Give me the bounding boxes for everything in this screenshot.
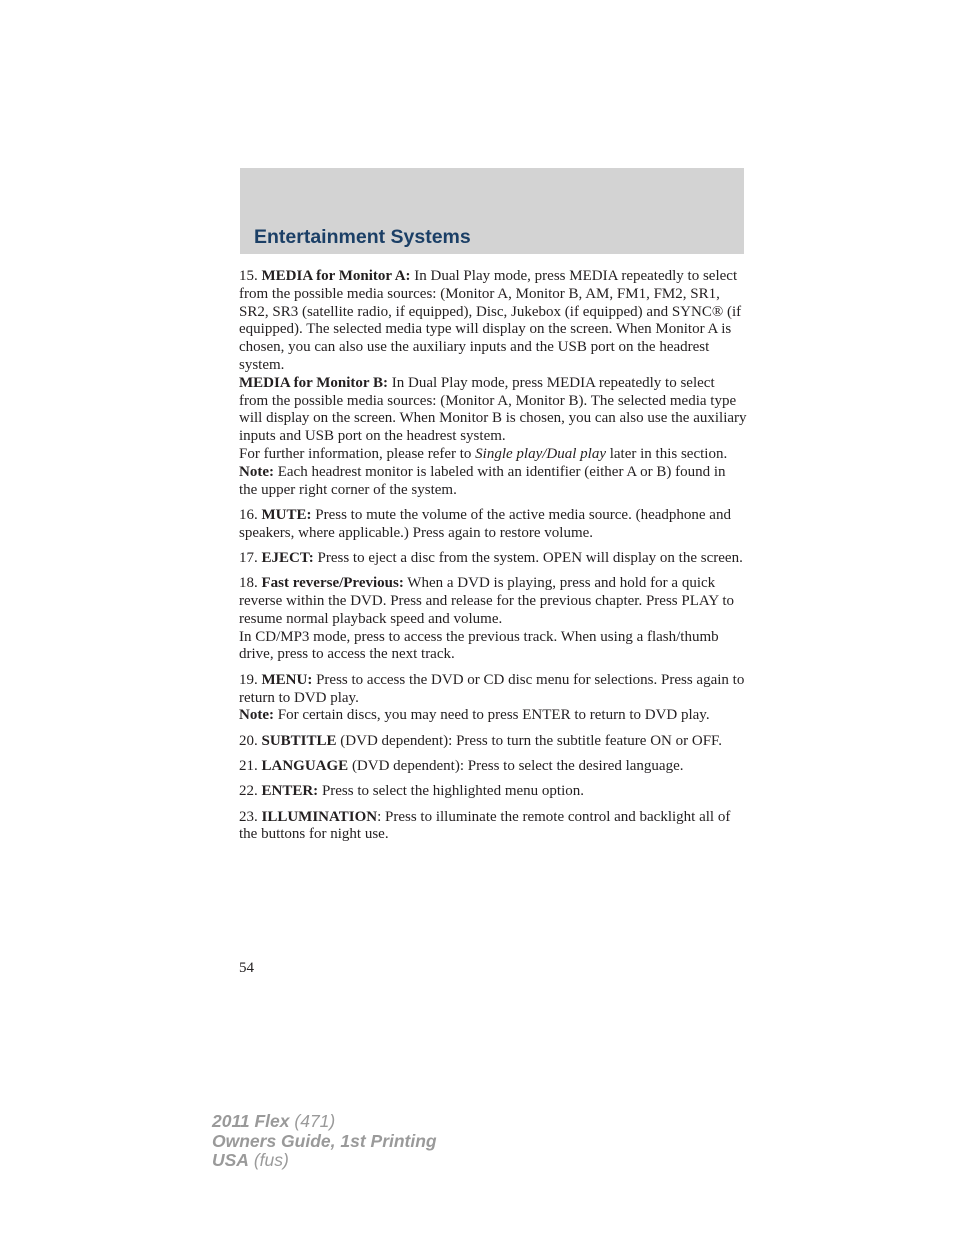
item-paragraph	[239, 672, 747, 708]
item-number: 23.	[239, 808, 262, 825]
item-label: MENU:	[261, 671, 313, 688]
footer-line-region	[212, 1151, 437, 1171]
item-number: 21.	[239, 757, 262, 774]
item-19-note	[239, 707, 747, 725]
item-label: Fast reverse/Previous:	[261, 575, 404, 592]
list-item-21	[239, 758, 747, 776]
item-15-further-info	[239, 446, 747, 464]
item-label: MEDIA for Monitor B:	[239, 374, 389, 391]
cross-reference: Single play/Dual play	[475, 445, 606, 462]
item-paragraph-2: In CD/MP3 mode, press to access the previous track. When using a flash/thumb drive, press to access the next track.	[239, 628, 719, 663]
item-number: 16.	[239, 506, 262, 523]
item-text: For further information, please refer to	[239, 445, 476, 462]
note-text: Each headrest monitor is labeled with an identifier (either A or B) found in the upper right corner of the system.	[239, 463, 726, 498]
section-title: Entertainment Systems	[254, 226, 471, 248]
item-text: In Dual Play mode, press MEDIA repeatedly to select from the possible media sources: (Monitor A, Monitor B). The selected media type will display on the screen. When Monitor B is chosen, you can also use the auxiliary inputs and USB port on the headrest system.	[239, 374, 747, 445]
item-number: 19.	[239, 671, 262, 688]
item-label: EJECT:	[261, 549, 314, 566]
item-text: Press to eject a disc from the system. OPEN will display on the screen.	[313, 549, 743, 566]
list-item-15	[239, 268, 747, 499]
item-label: SUBTITLE	[261, 732, 337, 749]
footer-printing-info	[212, 1112, 437, 1171]
list-item-19	[239, 672, 747, 725]
note-label: Note:	[239, 463, 274, 480]
main-content	[239, 268, 747, 844]
item-text: When a DVD is playing, press and hold for a quick reverse within the DVD. Press and release for the previous chapter. Press PLAY to resume normal playback speed and volume.	[239, 575, 735, 627]
item-paragraph	[239, 507, 747, 543]
list-item-17	[239, 550, 747, 568]
item-paragraph	[239, 758, 747, 776]
item-text: Press to select the highlighted menu option.	[318, 783, 584, 800]
item-label: LANGUAGE	[261, 757, 349, 774]
list-item-18	[239, 575, 747, 664]
item-number: 22.	[239, 783, 262, 800]
item-number: 18.	[239, 575, 262, 592]
footer-model-code: (471)	[289, 1111, 336, 1131]
item-label: MEDIA for Monitor A:	[261, 268, 411, 284]
list-item-23	[239, 809, 747, 845]
list-item-20	[239, 733, 747, 751]
item-text: In Dual Play mode, press MEDIA repeatedly to select from the possible media sources: (Monitor A, Monitor B, AM, FM1, FM2, SR1, SR2, SR3 (satellite radio, if equipped), Disc, Jukebox (if equipped) and SYNC® (if equipped). The selected media type will display on the screen. When Monitor A is chosen, you can also use the auxiliary inputs and the USB port on the headrest system.	[239, 268, 742, 373]
item-label: MUTE:	[261, 506, 312, 523]
footer-line-model	[212, 1112, 437, 1132]
note-label: Note:	[239, 707, 274, 724]
footer-model: 2011 Flex	[212, 1111, 290, 1131]
item-text: Press to access the DVD or CD disc menu for selections. Press again to return to DVD play.	[239, 671, 745, 706]
item-number: 15.	[239, 268, 262, 284]
item-15-monitor-b	[239, 375, 747, 446]
page-number: 54	[239, 960, 254, 976]
item-label: ENTER:	[261, 783, 319, 800]
item-paragraph	[239, 783, 747, 801]
item-paragraph	[239, 809, 747, 845]
item-text: (DVD dependent): Press to select the desired language.	[348, 757, 684, 774]
list-item-22	[239, 783, 747, 801]
footer-region-code: (fus)	[248, 1150, 289, 1170]
item-number: 20.	[239, 732, 262, 749]
item-number: 17.	[239, 549, 262, 566]
item-15-note	[239, 464, 747, 500]
item-label: ILLUMINATION	[261, 808, 378, 825]
note-text: For certain discs, you may need to press ENTER to return to DVD play.	[273, 707, 710, 724]
item-text: (DVD dependent): Press to turn the subtitle feature ON or OFF.	[336, 732, 722, 749]
item-text: Press to mute the volume of the active media source. (headphone and speakers, where applicable.) Press again to restore volume.	[239, 506, 731, 541]
item-paragraph	[239, 575, 747, 628]
item-paragraph	[239, 550, 747, 568]
footer-region: USA	[212, 1150, 249, 1170]
footer-line-guide: Owners Guide, 1st Printing	[212, 1130, 437, 1151]
item-text: later in this section.	[605, 445, 728, 462]
item-paragraph	[239, 733, 747, 751]
list-item-16	[239, 507, 747, 543]
item-15-monitor-a	[239, 268, 747, 375]
item-text: : Press to illuminate the remote control and backlight all of the buttons for night use.	[239, 808, 731, 843]
